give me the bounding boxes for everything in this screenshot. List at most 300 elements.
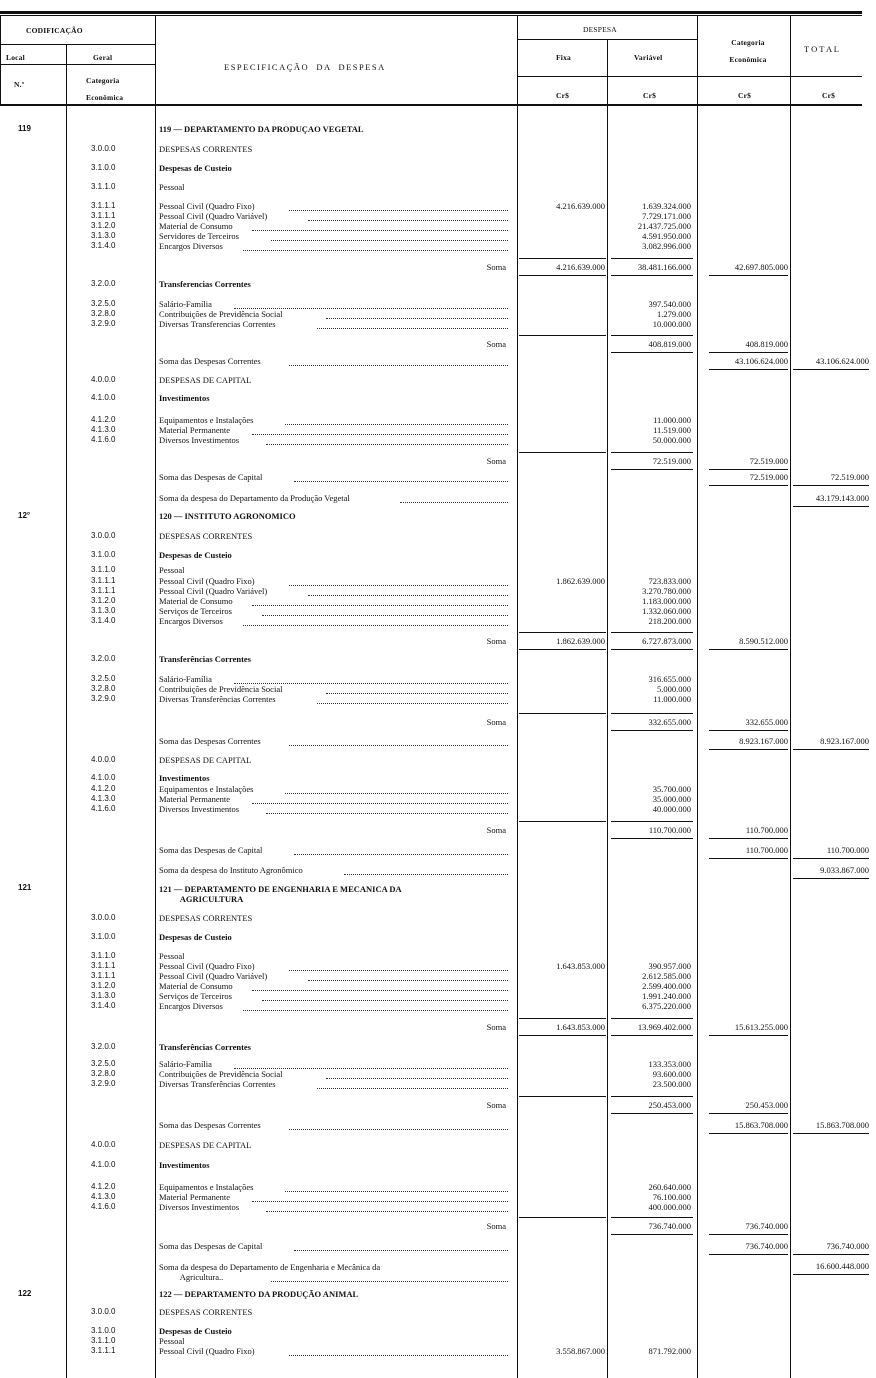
value-categoria: 332.655.000 <box>745 717 788 727</box>
sum-rule <box>709 858 788 859</box>
value-variavel: 2.599.400.000 <box>642 981 691 991</box>
expense-description: Contribuições de Previdência Social <box>159 309 283 319</box>
category-code: 3.1.1.1 <box>91 576 116 585</box>
expense-description: Material Permanente <box>159 425 231 435</box>
leader-dots <box>243 1004 508 1011</box>
expense-description: Serviços de Terceiros <box>159 606 232 616</box>
expense-description: Encargos Diversos <box>159 1001 223 1011</box>
value-total: 43.106.624.000 <box>815 356 869 366</box>
category-code: 3.0.0.0 <box>91 1307 116 1316</box>
value-variavel: 7.729.171.000 <box>642 211 691 221</box>
value-categoria: 8.590.512.000 <box>739 636 788 646</box>
value-total: 72.519.000 <box>830 472 869 482</box>
soma-label: Soma <box>486 717 506 727</box>
leader-dots <box>285 787 508 794</box>
header-numero: N.º <box>14 80 25 89</box>
category-code: 4.1.2.0 <box>91 415 116 424</box>
expense-description: Salário-Família <box>159 299 212 309</box>
header-categoria-economica: Categoria Econômica <box>729 38 767 64</box>
soma-label: Soma <box>486 825 506 835</box>
sum-rule <box>611 838 693 839</box>
leader-dots <box>317 697 508 704</box>
expense-description: Salário-Família <box>159 1059 212 1069</box>
value-fixa: 4.216.639.000 <box>556 262 605 272</box>
leader-dots <box>266 1205 508 1212</box>
value-variavel: 723.833.000 <box>648 576 691 586</box>
category-code: 4.1.6.0 <box>91 804 116 813</box>
category-code: 4.0.0.0 <box>91 1140 116 1149</box>
value-variavel: 332.655.000 <box>648 717 691 727</box>
header-variavel: Variável <box>634 53 663 62</box>
value-categoria: 110.700.000 <box>745 845 788 855</box>
expense-description: Encargos Diversos <box>159 241 223 251</box>
value-total: 9.033.867.000 <box>820 865 869 875</box>
sum-rule <box>709 485 788 486</box>
leader-dots <box>289 1123 508 1130</box>
sum-rule <box>709 749 788 750</box>
sum-rule <box>611 452 693 453</box>
header-rule <box>0 64 155 65</box>
category-code: 3.0.0.0 <box>91 531 116 540</box>
expense-description: Soma da despesa do Instituto Agronômico <box>159 865 303 875</box>
leader-dots <box>234 677 508 684</box>
category-code: 4.1.3.0 <box>91 425 116 434</box>
sum-rule <box>709 838 788 839</box>
sum-rule <box>519 821 606 822</box>
leader-dots <box>308 589 508 596</box>
value-categoria: 43.106.624.000 <box>734 356 788 366</box>
header-rule <box>0 44 155 45</box>
category-code: 3.1.1.0 <box>91 565 116 574</box>
sum-rule <box>793 858 869 859</box>
category-code: 3.1.1.0 <box>91 182 116 191</box>
value-variavel: 10.000.000 <box>652 319 691 329</box>
expense-description: Pessoal <box>159 1336 185 1346</box>
expense-description: DESPESAS CORRENTES <box>159 531 253 541</box>
sum-rule <box>519 649 606 650</box>
leader-dots <box>317 322 508 329</box>
sum-rule <box>611 258 693 259</box>
value-total: 15.863.708.000 <box>815 1120 869 1130</box>
value-variavel: 110.700.000 <box>648 825 691 835</box>
category-code: 3.1.4.0 <box>91 616 116 625</box>
category-code: 3.2.9.0 <box>91 1079 116 1088</box>
expense-description: Encargos Diversos <box>159 616 223 626</box>
expense-description: Soma das Despesas de Capital <box>159 1241 263 1251</box>
category-code: 3.1.1.1 <box>91 1346 116 1355</box>
value-variavel: 40.000.000 <box>652 804 691 814</box>
header-categoria-economica-col: Categoria Econômica <box>86 76 124 102</box>
value-variavel: 38.481.166.000 <box>637 262 691 272</box>
value-categoria: 42.697.805.000 <box>734 262 788 272</box>
expense-description: Diversos Investimentos <box>159 435 240 445</box>
column-rule <box>66 44 67 1378</box>
leader-dots <box>308 974 508 981</box>
category-code: 3.2.5.0 <box>91 674 116 683</box>
expense-description: Material de Consumo <box>159 596 233 606</box>
category-code: 3.1.3.0 <box>91 991 116 1000</box>
leader-dots <box>252 1195 508 1202</box>
value-variavel: 4.591.950.000 <box>642 231 691 241</box>
column-rule <box>790 15 791 1378</box>
sum-rule <box>611 1234 693 1235</box>
category-code: 3.1.1.1 <box>91 201 116 210</box>
category-code: 4.1.0.0 <box>91 773 116 782</box>
sum-rule <box>709 1133 788 1134</box>
soma-label: Soma <box>486 1100 506 1110</box>
leader-dots <box>400 496 508 503</box>
soma-label: Soma <box>486 1221 506 1231</box>
header-currency-variavel: Cr$ <box>643 91 657 100</box>
leader-dots <box>294 1244 508 1251</box>
header-despesa: DESPESA <box>583 25 617 34</box>
value-variavel: 11.519.000 <box>653 425 691 435</box>
value-variavel: 250.453.000 <box>648 1100 691 1110</box>
local-number: 122 <box>18 1289 32 1298</box>
header-geral: Geral <box>93 53 113 62</box>
leader-dots <box>252 428 508 435</box>
top-rule <box>0 11 862 14</box>
value-fixa: 3.558.867.000 <box>556 1346 605 1356</box>
sum-rule <box>519 1035 606 1036</box>
expense-description: DESPESAS CORRENTES <box>159 913 253 923</box>
sum-rule <box>709 649 788 650</box>
category-code: 4.1.2.0 <box>91 1182 116 1191</box>
value-variavel: 397.540.000 <box>648 299 691 309</box>
value-variavel: 133.353.000 <box>648 1059 691 1069</box>
sum-rule <box>709 469 788 470</box>
expense-description: Diversas Transferencias Correntes <box>159 319 276 329</box>
value-variavel: 21.437.725.000 <box>637 221 691 231</box>
header-local: Local <box>6 53 25 62</box>
category-code: 3.2.5.0 <box>91 1059 116 1068</box>
sum-rule <box>793 1274 869 1275</box>
value-categoria: 15.613.255.000 <box>734 1022 788 1032</box>
category-code: 4.0.0.0 <box>91 755 116 764</box>
sum-rule <box>611 821 693 822</box>
leader-dots <box>326 1072 508 1079</box>
value-variavel: 218.200.000 <box>648 616 691 626</box>
category-code: 3.2.9.0 <box>91 319 116 328</box>
sum-rule <box>519 258 606 259</box>
leader-dots <box>285 1185 508 1192</box>
expense-description: 121 — DEPARTAMENTO DE ENGENHARIA E MECANICA DA AGRICULTURA <box>159 884 402 904</box>
column-rule <box>517 15 518 1378</box>
leader-dots <box>262 609 508 616</box>
column-rule <box>607 39 608 1378</box>
expense-description: Material Permanente <box>159 1192 231 1202</box>
expense-description: Diversos Investimentos <box>159 804 240 814</box>
category-code: 3.1.1.0 <box>91 951 116 960</box>
header-rule <box>517 76 862 77</box>
value-fixa: 1.643.853.000 <box>556 961 605 971</box>
value-variavel: 3.270.780.000 <box>642 586 691 596</box>
sum-rule <box>611 1217 693 1218</box>
value-variavel: 35.700.000 <box>652 784 691 794</box>
expense-description: 119 — DEPARTAMENTO DA PRODUÇAO VEGETAL <box>159 124 364 134</box>
expense-description: Equipamentos e Instalações <box>159 415 254 425</box>
expense-description: Material de Consumo <box>159 221 233 231</box>
value-variavel: 72.519.000 <box>652 456 691 466</box>
sum-rule <box>519 275 606 276</box>
value-variavel: 93.600.000 <box>652 1069 691 1079</box>
value-variavel: 11.000.000 <box>653 694 691 704</box>
expense-description: Material Permanente <box>159 794 231 804</box>
sum-rule <box>519 713 606 714</box>
leader-dots <box>317 1082 508 1089</box>
value-variavel: 390.957.000 <box>648 961 691 971</box>
value-variavel: 1.332.060.000 <box>642 606 691 616</box>
sum-rule <box>519 632 606 633</box>
leader-dots <box>289 204 508 211</box>
leader-dots <box>289 359 508 366</box>
sum-rule <box>611 1018 693 1019</box>
value-variavel: 260.640.000 <box>648 1182 691 1192</box>
soma-label: Soma <box>486 262 506 272</box>
expense-description: Pessoal <box>159 951 185 961</box>
expense-description: Serviços de Terceiros <box>159 991 232 1001</box>
leader-dots <box>326 687 508 694</box>
sum-rule <box>709 1254 788 1255</box>
category-code: 3.2.0.0 <box>91 279 116 288</box>
expense-description: 120 — INSTITUTO AGRONOMICO <box>159 511 296 521</box>
value-variavel: 76.100.000 <box>652 1192 691 1202</box>
value-variavel: 736.740.000 <box>648 1221 691 1231</box>
sum-rule <box>709 1035 788 1036</box>
leader-dots <box>326 312 508 319</box>
sum-rule <box>519 452 606 453</box>
leader-dots <box>234 302 508 309</box>
expense-description: Transferencias Correntes <box>159 279 251 289</box>
sum-rule <box>611 335 693 336</box>
category-code: 3.1.1.1 <box>91 961 116 970</box>
value-categoria: 408.819.000 <box>745 339 788 349</box>
expense-description: Pessoal <box>159 565 185 575</box>
leader-dots <box>289 579 508 586</box>
value-variavel: 408.819.000 <box>648 339 691 349</box>
expense-description: Soma da despesa do Departamento da Produção Vegetal <box>159 493 350 503</box>
leader-dots <box>252 224 508 231</box>
value-categoria: 15.863.708.000 <box>734 1120 788 1130</box>
header-codificacao: CODIFICAÇÃO <box>26 26 83 35</box>
expense-description: Pessoal <box>159 182 185 192</box>
leader-dots <box>289 739 508 746</box>
value-variavel: 50.000.000 <box>652 435 691 445</box>
sum-rule <box>611 713 693 714</box>
value-categoria: 110.700.000 <box>745 825 788 835</box>
expense-description: Soma das Despesas Correntes <box>159 1120 261 1130</box>
value-categoria: 72.519.000 <box>749 472 788 482</box>
leader-dots <box>234 1062 508 1069</box>
soma-label: Soma <box>486 339 506 349</box>
category-code: 4.1.0.0 <box>91 1160 116 1169</box>
sum-rule <box>611 632 693 633</box>
expense-description: DESPESAS DE CAPITAL <box>159 755 252 765</box>
value-categoria: 736.740.000 <box>745 1241 788 1251</box>
expense-description: Diversas Transferências Correntes <box>159 1079 276 1089</box>
value-categoria: 736.740.000 <box>745 1221 788 1231</box>
expense-description: Pessoal Civil (Quadro Fixo) <box>159 576 255 586</box>
header-bottom-rule <box>0 104 862 106</box>
leader-dots <box>252 984 508 991</box>
category-code: 4.1.2.0 <box>91 784 116 793</box>
header-currency-fixa: Cr$ <box>556 91 570 100</box>
value-fixa: 1.643.853.000 <box>556 1022 605 1032</box>
category-code: 3.2.5.0 <box>91 299 116 308</box>
leader-dots <box>271 234 508 241</box>
value-variavel: 1.279.000 <box>657 309 691 319</box>
sum-rule <box>519 1096 606 1097</box>
category-code: 3.1.1.1 <box>91 211 116 220</box>
expense-description: Soma da despesa do Departamento de Engenharia e Mecânica da Agricultura.. <box>159 1262 381 1282</box>
category-code: 3.2.8.0 <box>91 684 116 693</box>
value-variavel: 400.000.000 <box>648 1202 691 1212</box>
category-code: 3.2.0.0 <box>91 1042 116 1051</box>
leader-dots <box>289 1349 508 1356</box>
value-total: 110.700.000 <box>826 845 869 855</box>
sum-rule <box>793 749 869 750</box>
sum-rule <box>519 335 606 336</box>
top-rule-thin <box>0 15 862 16</box>
expense-description: Soma das Despesas de Capital <box>159 845 263 855</box>
local-number: 119 <box>18 124 31 133</box>
expense-description: Pessoal Civil (Quadro Fixo) <box>159 201 255 211</box>
sum-rule <box>709 352 788 353</box>
value-categoria: 250.453.000 <box>745 1100 788 1110</box>
value-categoria: 72.519.000 <box>749 456 788 466</box>
sum-rule <box>611 352 693 353</box>
expense-description: Transferências Correntes <box>159 1042 251 1052</box>
value-variavel: 1.183.000.000 <box>642 596 691 606</box>
value-variavel: 11.000.000 <box>653 415 691 425</box>
expense-description: Pessoal Civil (Quadro Variável) <box>159 586 268 596</box>
soma-label: Soma <box>486 636 506 646</box>
value-variavel: 3.082.996.000 <box>642 241 691 251</box>
leader-dots <box>243 619 508 626</box>
sum-rule <box>611 275 693 276</box>
category-code: 3.1.1.1 <box>91 586 116 595</box>
leader-dots <box>308 214 508 221</box>
sum-rule <box>709 369 788 370</box>
expense-description: Diversas Transferências Correntes <box>159 694 276 704</box>
value-fixa: 4.216.639.000 <box>556 201 605 211</box>
category-code: 3.1.0.0 <box>91 550 116 559</box>
expense-description: Despesas de Custeio <box>159 1326 232 1336</box>
leader-dots <box>243 244 508 251</box>
category-code: 3.1.2.0 <box>91 981 116 990</box>
column-rule <box>0 15 1 105</box>
expense-description: Soma das Despesas Correntes <box>159 736 261 746</box>
category-code: 4.1.6.0 <box>91 435 116 444</box>
column-rule <box>155 15 156 1378</box>
sum-rule <box>519 1217 606 1218</box>
expense-description: Pessoal Civil (Quadro Fixo) <box>159 961 255 971</box>
category-code: 3.2.0.0 <box>91 654 116 663</box>
sum-rule <box>793 1133 869 1134</box>
value-total: 8.923.167.000 <box>820 736 869 746</box>
leader-dots <box>266 807 508 814</box>
expense-description: Material de Consumo <box>159 981 233 991</box>
value-variavel: 6.727.873.000 <box>642 636 691 646</box>
leader-dots <box>344 868 508 875</box>
expense-description: DESPESAS DE CAPITAL <box>159 375 252 385</box>
expense-description: Salário-Família <box>159 674 212 684</box>
header-currency-total: Cr$ <box>822 91 836 100</box>
local-number: 121 <box>18 883 32 892</box>
category-code: 3.0.0.0 <box>91 913 116 922</box>
value-fixa: 1.862.639.000 <box>556 576 605 586</box>
category-code: 4.1.3.0 <box>91 1192 116 1201</box>
value-total: 43.179.143.000 <box>815 493 869 503</box>
expense-description: Equipamentos e Instalações <box>159 1182 254 1192</box>
category-code: 3.2.9.0 <box>91 694 116 703</box>
category-code: 4.1.0.0 <box>91 393 116 402</box>
expense-description: Soma das Despesas de Capital <box>159 472 263 482</box>
value-variavel: 6.375.220.000 <box>642 1001 691 1011</box>
value-fixa: 1.862.639.000 <box>556 636 605 646</box>
category-code: 3.0.0.0 <box>91 144 116 153</box>
sum-rule <box>611 1096 693 1097</box>
expense-description: Despesas de Custeio <box>159 550 232 560</box>
sum-rule <box>793 369 869 370</box>
category-code: 3.1.4.0 <box>91 241 116 250</box>
expense-description: Soma das Despesas Correntes <box>159 356 261 366</box>
sum-rule <box>611 649 693 650</box>
category-code: 3.1.3.0 <box>91 231 116 240</box>
sum-rule <box>611 1035 693 1036</box>
value-total: 16.600.448.000 <box>815 1261 869 1271</box>
category-code: 3.1.0.0 <box>91 163 116 172</box>
expense-description: Investimentos <box>159 393 210 403</box>
category-code: 3.1.2.0 <box>91 221 116 230</box>
expense-description: Contribuições de Previdência Social <box>159 684 283 694</box>
category-code: 3.1.3.0 <box>91 606 116 615</box>
sum-rule <box>611 469 693 470</box>
expense-description: Investimentos <box>159 1160 210 1170</box>
leader-dots <box>285 418 508 425</box>
expense-description: Servidores de Terceiros <box>159 231 239 241</box>
value-variavel: 5.000.000 <box>657 684 691 694</box>
leader-dots <box>271 1275 508 1282</box>
category-code: 3.1.0.0 <box>91 1326 116 1335</box>
expense-description: Despesas de Custeio <box>159 932 232 942</box>
header-total: T O T A L <box>804 44 839 54</box>
expense-description: Equipamentos e Instalações <box>159 784 254 794</box>
sum-rule <box>793 1254 869 1255</box>
expense-description: Pessoal Civil (Quadro Variável) <box>159 971 268 981</box>
sum-rule <box>793 506 869 507</box>
local-number: 12° <box>18 511 31 520</box>
sum-rule <box>611 1113 693 1114</box>
leader-dots <box>252 599 508 606</box>
category-code: 4.1.3.0 <box>91 794 116 803</box>
leader-dots <box>289 964 508 971</box>
expense-description: Pessoal Civil (Quadro Fixo) <box>159 1346 255 1356</box>
soma-label: Soma <box>486 1022 506 1032</box>
value-categoria: 8.923.167.000 <box>739 736 788 746</box>
category-code: 3.1.4.0 <box>91 1001 116 1010</box>
category-code: 3.1.0.0 <box>91 932 116 941</box>
column-rule <box>697 15 698 1378</box>
value-variavel: 871.792.000 <box>648 1346 691 1356</box>
expense-description: 122 — DEPARTAMENTO DA PRODUÇÃO ANIMAL <box>159 1289 359 1299</box>
expense-description: DESPESAS CORRENTES <box>159 1307 253 1317</box>
expense-description: Pessoal Civil (Quadro Variável) <box>159 211 268 221</box>
expense-description: DESPESAS DE CAPITAL <box>159 1140 252 1150</box>
category-code: 3.2.8.0 <box>91 309 116 318</box>
soma-label: Soma <box>486 456 506 466</box>
value-variavel: 35.000.000 <box>652 794 691 804</box>
